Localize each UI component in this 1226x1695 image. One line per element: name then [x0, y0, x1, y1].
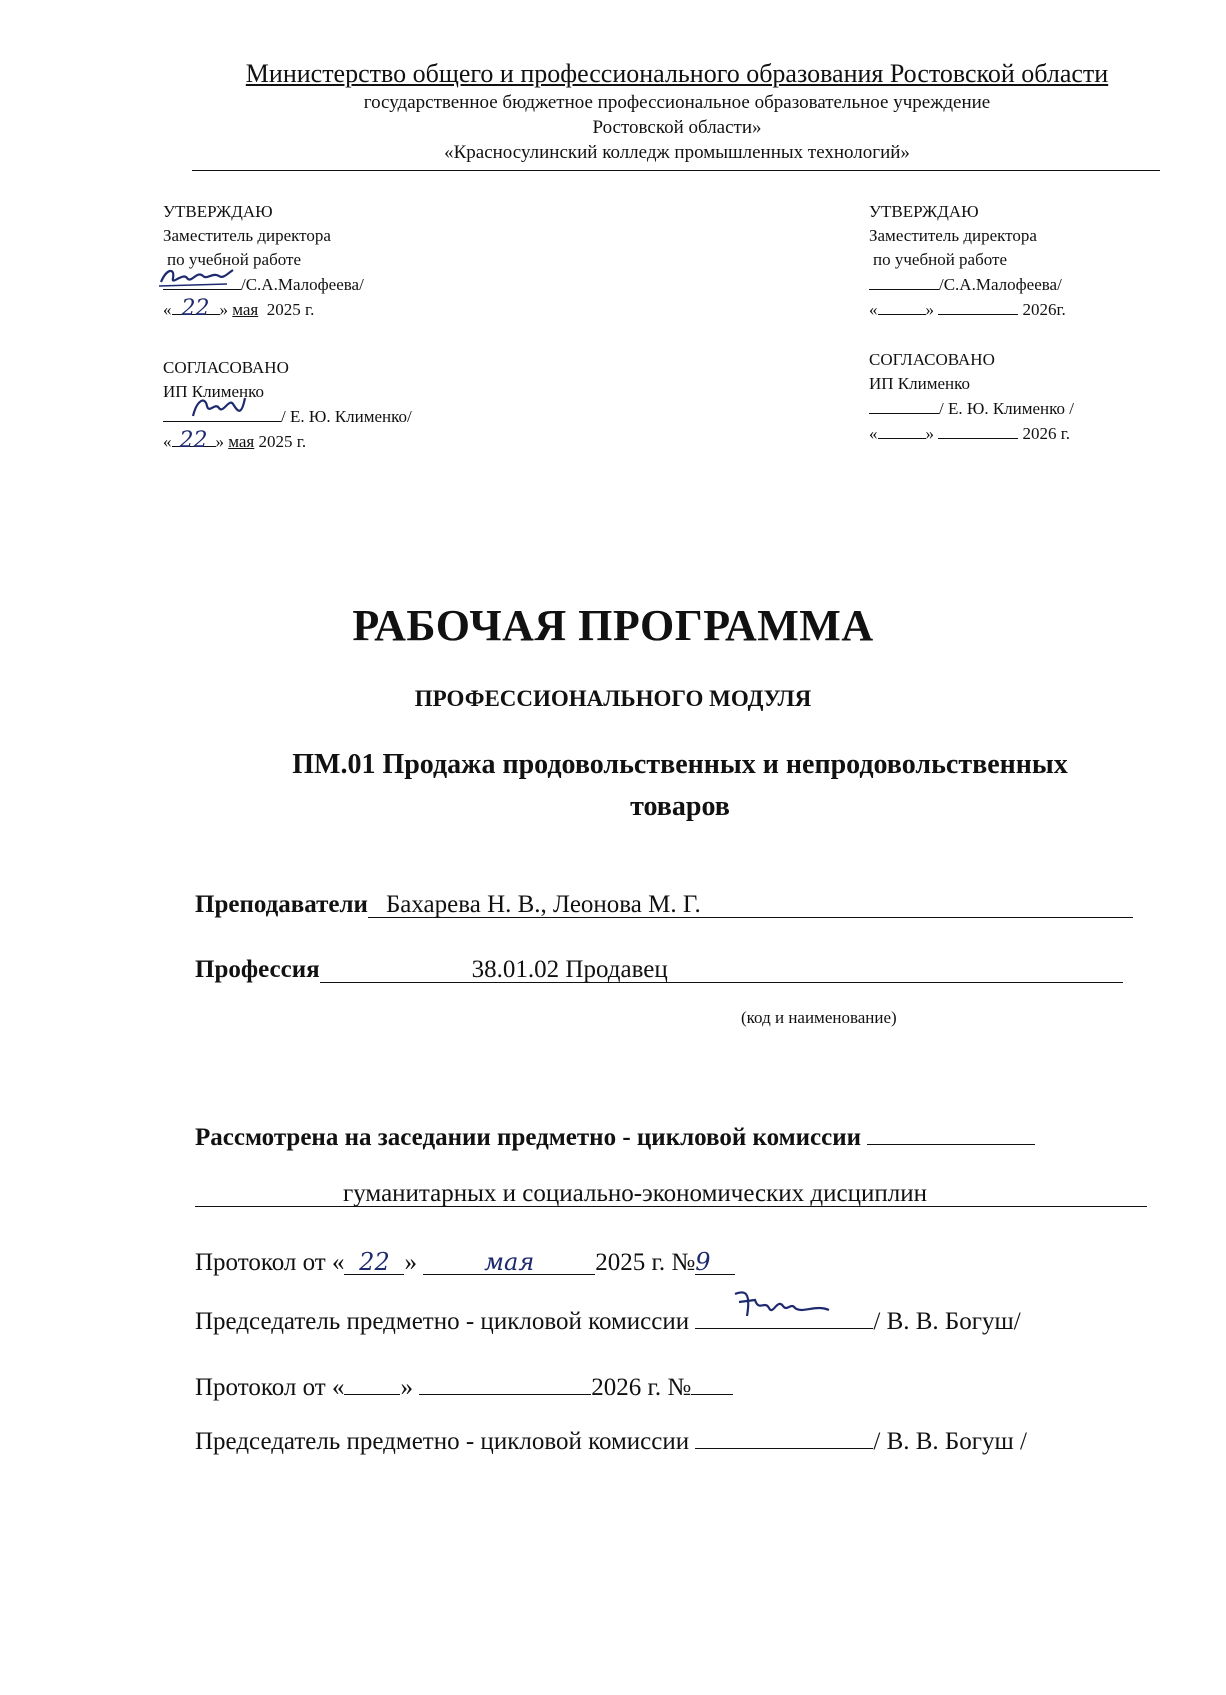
commission-name-row — [195, 1180, 1155, 1208]
profession-caption: (код и наименование) — [741, 1008, 897, 1027]
protocol-year: 2025 г. № — [595, 1249, 696, 1276]
profession-value: 38.01.02 Продавец — [471, 956, 668, 983]
approve-role-2: по учебной работе — [873, 250, 1007, 269]
protocol-row-2: Протокол от « » 2026 г. № — [195, 1368, 1155, 1402]
protocol-prefix: Протокол от « — [195, 1374, 345, 1401]
agree-org: ИП Клименко — [869, 374, 971, 393]
approve-date: « 22 » мая 2025 г. — [163, 296, 315, 321]
document-header — [192, 58, 1162, 165]
agree-title: СОГЛАСОВАНО — [869, 350, 995, 369]
protocol-row-1: Протокол от « 22 » мая 2025 г. №9 — [195, 1248, 1155, 1277]
approve-name: /С.А.Малофеева/ — [241, 275, 364, 294]
right-approve-block — [869, 200, 1066, 322]
approve-role: Заместитель директора — [163, 226, 331, 245]
approve-day: 22 — [181, 296, 210, 321]
protocol-year: 2026 г. № — [591, 1374, 692, 1401]
signature-slot — [695, 1422, 873, 1449]
approve-month: мая — [232, 300, 259, 319]
approve-role: Заместитель директора — [869, 226, 1037, 245]
left-approve-block — [163, 200, 364, 322]
document-subtitle: ПРОФЕССИОНАЛЬНОГО МОДУЛЯ — [414, 686, 812, 711]
protocol-day: 22 — [359, 1248, 390, 1276]
module-title — [190, 744, 1170, 828]
left-agree-block — [163, 356, 412, 454]
approve-name: /С.А.Малофеева/ — [939, 275, 1062, 294]
signature-icon — [185, 392, 255, 422]
commission-value: гуманитарных и социально-экономических дисциплин — [343, 1180, 927, 1207]
agree-signature-line — [163, 404, 412, 429]
agree-org: ИП Клименко — [163, 382, 265, 401]
teachers-value: Бахарева Н. В., Леонова М. Г. — [385, 891, 701, 918]
institution-line-1: государственное бюджетное профессиональное образовательное учреждение — [363, 92, 991, 113]
signature-slot — [695, 1302, 873, 1329]
approve-title: УТВЕРЖДАЮ — [869, 202, 979, 221]
chair-label: Председатель предметно - цикловой комиссии — [195, 1428, 690, 1455]
agree-year: 2025 г. — [258, 432, 307, 451]
protocol-prefix: Протокол от « — [195, 1249, 345, 1276]
chair-row-2 — [195, 1422, 1155, 1456]
chair-name: / В. В. Богуш/ — [873, 1308, 1021, 1335]
chair-row-1 — [195, 1302, 1155, 1336]
approve-signature-line — [163, 272, 364, 297]
protocol-number: 9 — [695, 1248, 711, 1276]
agree-signature-line — [869, 396, 1074, 421]
approve-year: 2026г. — [1022, 300, 1066, 319]
agree-date: « » 2026 г. — [869, 421, 1074, 446]
teachers-row — [195, 891, 1155, 919]
approve-title: УТВЕРЖДАЮ — [163, 202, 273, 221]
chair-name: / В. В. Богуш / — [873, 1428, 1027, 1455]
agree-month: мая — [228, 432, 255, 451]
module-title-line-2: товаров — [630, 791, 730, 822]
agree-name: / Е. Ю. Клименко/ — [281, 407, 412, 426]
chair-label: Председатель предметно - цикловой комиссии — [195, 1308, 690, 1335]
commission-row — [195, 1118, 1155, 1152]
signature-icon — [157, 264, 237, 290]
teachers-label: Преподаватели — [195, 891, 368, 918]
institution-line-3: «Красносулинский колледж промышленных технологий» — [444, 142, 910, 163]
ministry-name: Министерство общего и профессионального образования Ростовской области — [245, 59, 1109, 88]
agree-date: « 22 » мая 2025 г. — [163, 428, 307, 453]
document-title: РАБОЧАЯ ПРОГРАММА — [352, 601, 874, 650]
signature-slot — [869, 272, 939, 290]
right-agree-block — [869, 348, 1074, 446]
signature-slot — [163, 272, 241, 290]
module-title-line-1: ПМ.01 Продажа продовольственных и непродовольственных — [292, 749, 1068, 780]
signature-slot — [869, 396, 939, 414]
agree-title: СОГЛАСОВАНО — [163, 358, 289, 377]
profession-label: Профессия — [195, 956, 320, 983]
signature-slot — [163, 404, 281, 422]
agree-name: / Е. Ю. Клименко / — [939, 399, 1075, 418]
approve-year: 2025 г. — [266, 300, 315, 319]
commission-label: Рассмотрена на заседании предметно - цикловой комиссии — [195, 1124, 862, 1151]
signature-icon — [725, 1286, 835, 1326]
approve-role-2: по учебной работе — [167, 250, 301, 269]
profession-row — [195, 956, 1155, 984]
approve-signature-line — [869, 272, 1066, 297]
protocol-month: мая — [484, 1248, 535, 1276]
institution-line-2: Ростовской области» — [592, 117, 762, 138]
agree-year: 2026 г. — [1022, 424, 1071, 443]
agree-day: 22 — [179, 428, 208, 453]
header-divider — [192, 170, 1160, 171]
approve-date: « » 2026г. — [869, 297, 1066, 322]
